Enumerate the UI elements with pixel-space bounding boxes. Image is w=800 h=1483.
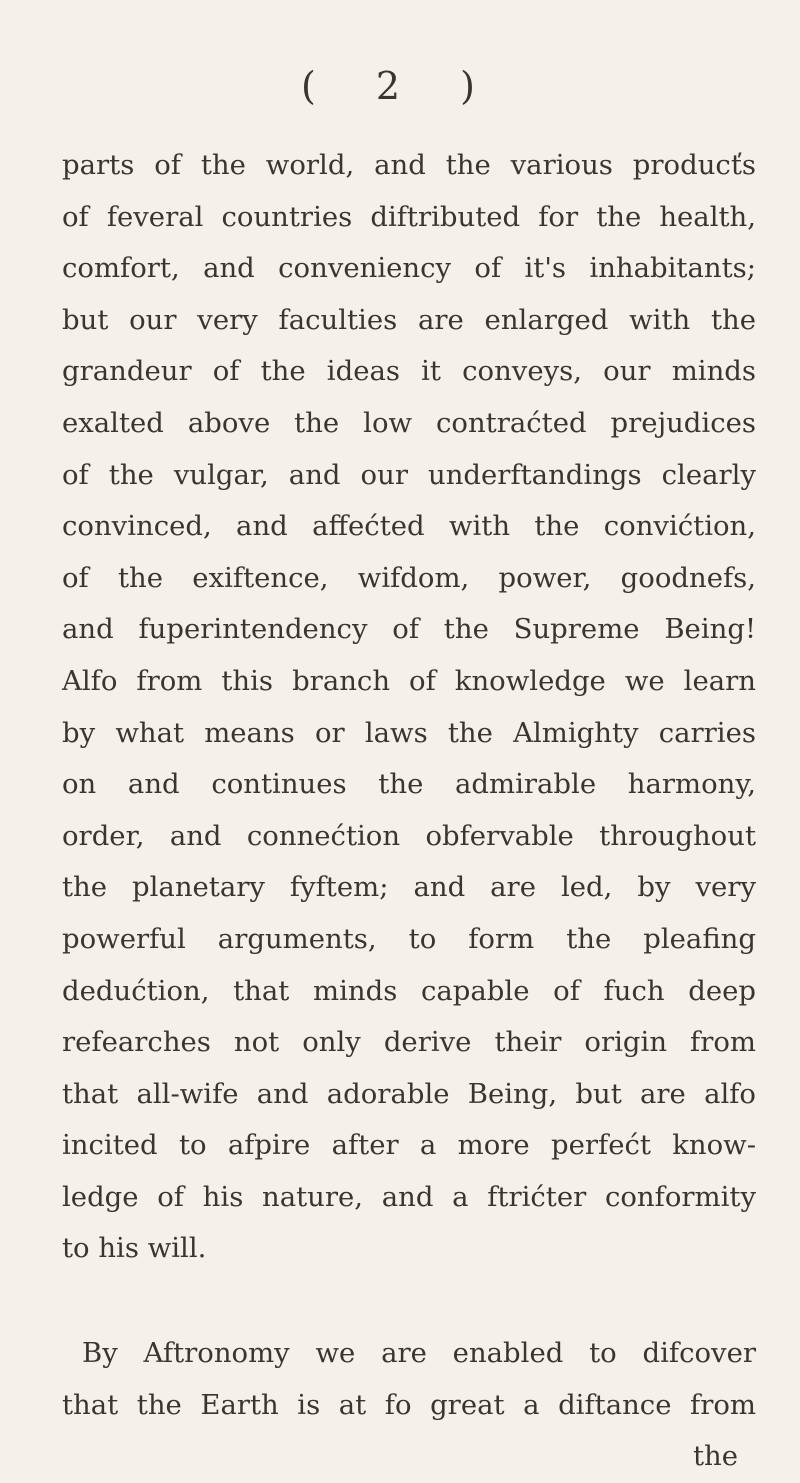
- paragraph-1: [62, 140, 756, 1275]
- catchword: the: [692, 1440, 738, 1473]
- text-line: but our very faculties are enlarged with the: [62, 303, 756, 336]
- text-line: of the exiftence, wifdom, power, goodnefs,: [62, 561, 756, 594]
- text-line: dedućtion, that minds capable of fuch deep: [62, 974, 756, 1007]
- text-line: grandeur of the ideas it conveys, our minds: [62, 355, 756, 388]
- text-line: and fuperintendency of the Supreme Being!: [62, 613, 756, 646]
- text-line: of the vulgar, and our underftandings clearly: [62, 458, 756, 491]
- paragraph-gap: [62, 1275, 756, 1328]
- text-line: convinced, and affećted with the convićtion,: [62, 510, 756, 543]
- text-line: exalted above the low contraćted prejudices: [62, 406, 756, 439]
- text-line: order, and connećtion obfervable throughout: [62, 819, 756, 852]
- text-line: ledge of his nature, and a ftrićter conformity: [62, 1180, 756, 1213]
- text-line: Alfo from this branch of knowledge we learn: [62, 664, 756, 697]
- text-line: that the Earth is at fo great a diftance from: [62, 1388, 756, 1421]
- text-line: comfort, and conveniency of it's inhabitants;: [62, 252, 756, 285]
- text-line: the planetary fyftem; and are led, by very: [62, 871, 756, 904]
- body-text: [62, 140, 756, 1483]
- page-number: ( 2 ): [301, 64, 499, 108]
- text-line: incited to afpire after a more perfećt know-: [62, 1129, 756, 1162]
- text-line: that all-wife and adorable Being, but are alfo: [62, 1077, 756, 1110]
- text-line: refearches not only derive their origin from: [62, 1026, 756, 1059]
- text-line: to his will.: [62, 1232, 207, 1265]
- text-line: powerful arguments, to form the pleafing: [62, 922, 756, 955]
- paragraph-2: [62, 1328, 756, 1431]
- text-line: by what means or laws the Almighty carries: [62, 716, 756, 749]
- text-line: of feveral countries diftributed for the health,: [62, 200, 756, 233]
- text-line: parts of the world, and the various producťs: [62, 149, 756, 181]
- text-line: on and continues the admirable harmony,: [62, 768, 756, 801]
- text-line: By Aftronomy we are enabled to difcover: [82, 1337, 756, 1370]
